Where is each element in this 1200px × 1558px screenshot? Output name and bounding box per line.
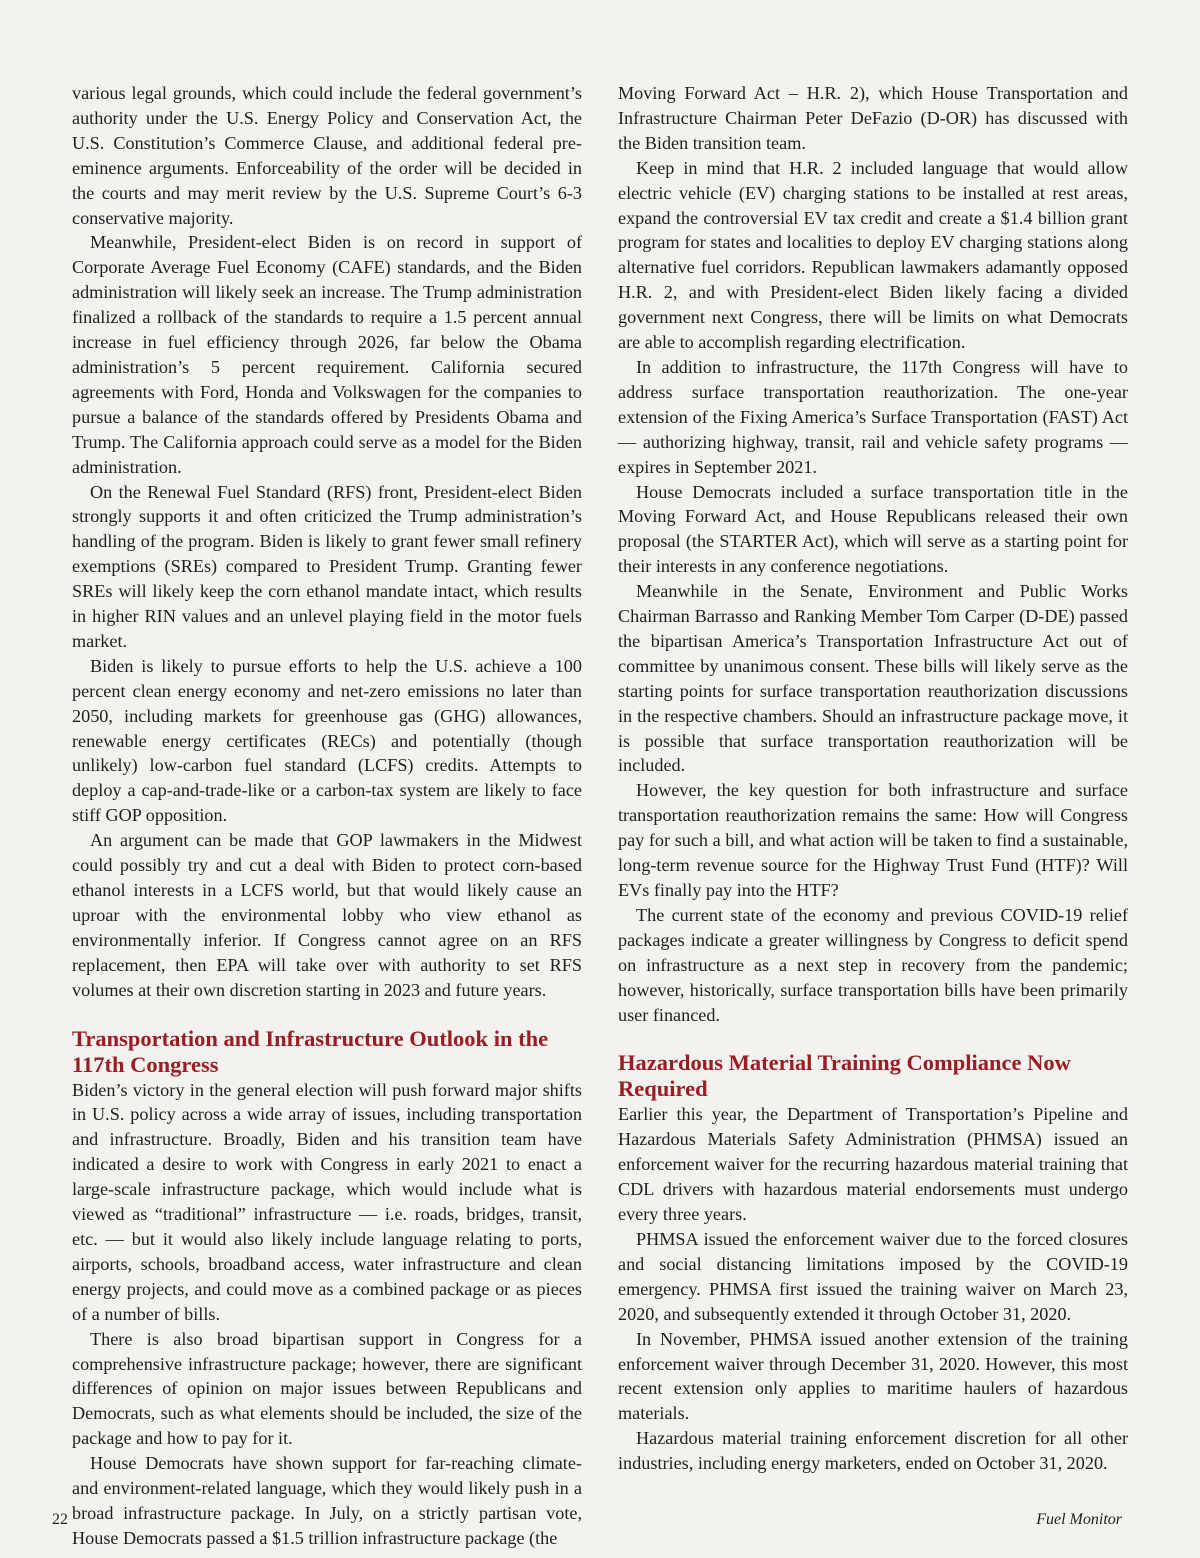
section-heading-transportation: Transportation and Infrastructure Outlook in the 117th Congress [72,1025,549,1077]
paragraph: various legal grounds, which could include the federal government’s authority under the U.S. Energy Policy and Conservation Act, the U.S. Constitution’s Commerce Clause, and additional federal pre-eminence arguments. Enforceability of the order will be decided in the courts and may merit review by the U.S. Supreme Court’s 6-3 conservative majority. [72,83,582,228]
paragraph: Meanwhile in the Senate, Environment and Public Works Chairman Barrasso and Ranking Member Tom Carper (D-DE) passed the bipartisan America’s Transportation Infrastructure Act out of committee by unanimous consent. These bills will likely serve as the starting points for surface transportation reauthorization discussions in the respective chambers. Should an infrastructure package move, it is possible that surface transportation reauthorization will be included. [618,581,1128,776]
paragraph: There is also broad bipartisan support in Congress for a comprehensive infrastructure package; however, there are significant differences of opinion on major issues between Republicans and Democrats, such as what elements should be included, the size of the package and how to pay for it. [72,1328,582,1449]
paragraph: House Democrats included a surface transportation title in the Moving Forward Act, and House Republicans released their own proposal (the STARTER Act), which will serve as a starting point for their interests in any conference negotiations. [618,481,1128,577]
paragraph: Moving Forward Act – H.R. 2), which House Transportation and Infrastructure Chairman Peter DeFazio (D-OR) has discussed with the Biden transition team. [618,83,1128,153]
paragraph: The current state of the economy and previous COVID-19 relief packages indicate a greater willingness by Congress to deficit spend on infrastructure as a next step in recovery from the pandemic; however, historically, surface transportation bills have been primarily user financed. [618,904,1128,1025]
paragraph: Biden’s victory in the general election will push forward major shifts in U.S. policy across a wide array of issues, including transportation and infrastructure. Broadly, Biden and his transition team have indicated a desire to work with Congress in early 2021 to enact a large-scale infrastructure package, which would include what is viewed as “traditional” infrastructure — i.e. roads, bridges, transit, etc. — but it would also likely include language relating to ports, airports, schools, broadband access, water infrastructure and clean energy projects, and could move as a combined package or as pieces of a number of bills. [72,1079,582,1324]
section-heading-hazmat: Hazardous Material Training Compliance Now Required [618,1050,1071,1102]
paragraph: An argument can be made that GOP lawmakers in the Midwest could possibly try and cut a deal with Biden to protect corn-based ethanol interests in a LCFS world, but that would likely cause an uproar with the environmental lobby who view ethanol as environmentally inferior. If Congress cannot agree on an RFS replacement, then EPA will take over with authority to set RFS volumes at their own discretion starting in 2023 and future years. [72,830,582,1000]
paragraph: House Democrats have shown support for far-reaching climate- and environment-related language, which they would likely push in a broad infrastructure package. In July, on a strictly partisan vote, House Democrats passed a $1.5 trillion infrastructure package (the [72,1453,582,1548]
paragraph: In addition to infrastructure, the 117th Congress will have to address surface transportation reauthorization. The one-year extension of the Fixing America’s Surface Transportation (FAST) Act — authorizing highway, transit, rail and vehicle safety programs — expires in September 2021. [618,356,1128,477]
paragraph: Earlier this year, the Department of Transportation’s Pipeline and Hazardous Materials Safety Administration (PHMSA) issued an enforcement waiver for the recurring hazardous material training that CDL drivers with hazardous material endorsements must undergo every three years. [618,1104,1128,1225]
publication-title: Fuel Monitor [1036,1511,1122,1528]
paragraph: On the Renewal Fuel Standard (RFS) front, President-elect Biden strongly supports it and often criticized the Trump administration’s handling of the program. Biden is likely to grant fewer small refinery exemptions (SREs) compared to President Trump. Granting fewer SREs will likely keep the corn ethanol mandate intact, which results in higher RIN values and an unlevel playing field in the motor fuels market. [72,481,582,651]
left-column [72,81,582,1551]
paragraph: PHMSA issued the enforcement waiver due to the forced closures and social distancing limitations imposed by the COVID-19 emergency. PHMSA first issued the training waiver on March 23, 2020, and subsequently extended it through October 31, 2020. [618,1228,1128,1324]
paragraph: Hazardous material training enforcement discretion for all other industries, including energy marketers, ended on October 31, 2020. [618,1428,1128,1474]
paragraph: In November, PHMSA issued another extension of the training enforcement waiver through December 31, 2020. However, this most recent extension only applies to maritime haulers of hazardous materials. [618,1328,1128,1424]
paragraph: Keep in mind that H.R. 2 included language that would allow electric vehicle (EV) charging stations to be installed at rest areas, expand the controversial EV tax credit and create a $1.4 billion grant program for states and localities to deploy EV charging stations along alternative fuel corridors. Republican lawmakers adamantly opposed H.R. 2, and with President-elect Biden likely facing a divided government next Congress, there will be limits on what Democrats are able to accomplish regarding electrification. [618,157,1128,353]
paragraph: However, the key question for both infrastructure and surface transportation reauthorization remains the same: How will Congress pay for such a bill, and what action will be taken to find a sustainable, long-term revenue source for the Highway Trust Fund (HTF)? Will EVs finally pay into the HTF? [618,780,1128,900]
right-column [618,81,1128,1476]
paragraph: Meanwhile, President-elect Biden is on record in support of Corporate Average Fuel Economy (CAFE) standards, and the Biden administration will likely seek an increase. The Trump administration finalized a rollback of the standards to require a 1.5 percent annual increase in fuel efficiency through 2026, far below the Obama administration’s 5 percent requirement. California secured agreements with Ford, Honda and Volkswagen for the companies to pursue a balance of the standards offered by Presidents Obama and Trump. The California approach could serve as a model for the Biden administration. [72,232,582,477]
page-number: 22 [52,1511,68,1528]
paragraph: Biden is likely to pursue efforts to help the U.S. achieve a 100 percent clean energy economy and net-zero emissions no later than 2050, including markets for greenhouse gas (GHG) allowances, renewable energy certificates (RECs) and potentially (though unlikely) low-carbon fuel standard (LCFS) credits. Attempts to deploy a cap-and-trade-like or a carbon-tax system are likely to face stiff GOP opposition. [72,655,582,826]
